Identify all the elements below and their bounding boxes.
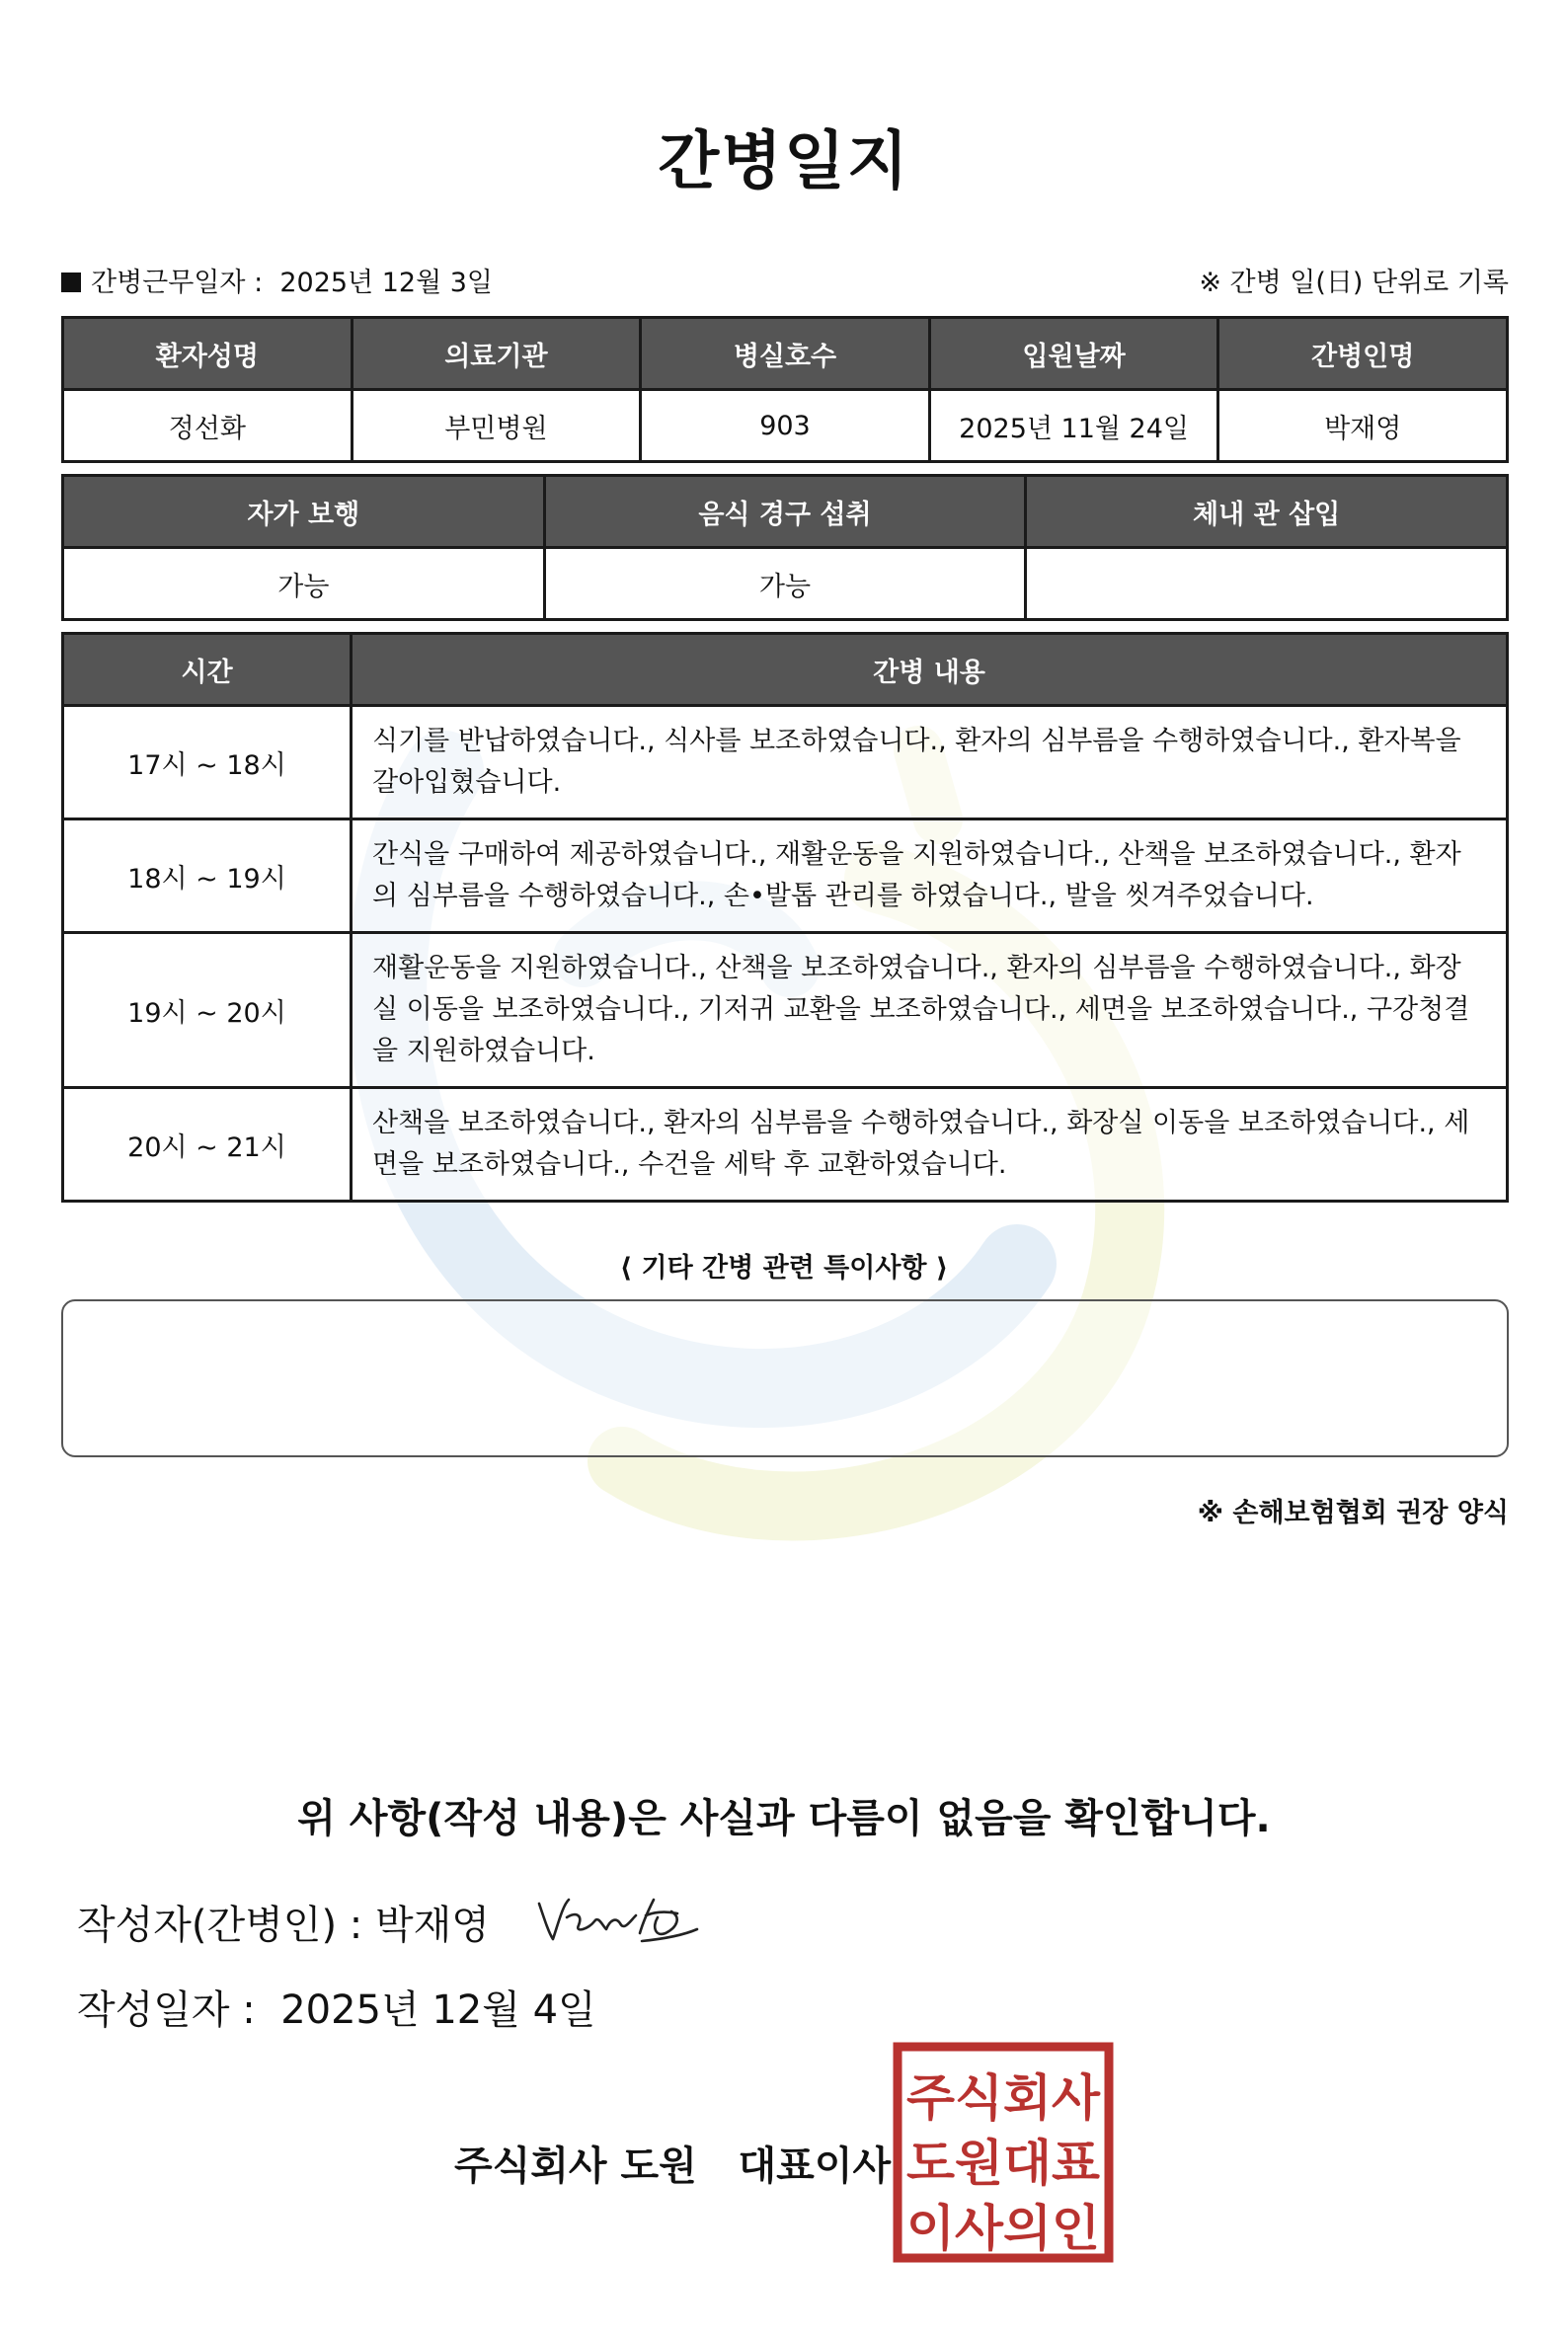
confirmation-statement: 위 사항(작성 내용)은 사실과 다름이 없음을 확인합니다. [297, 1796, 1271, 1841]
admission-date: 2025년 11월 24일 [929, 390, 1218, 462]
care-time: 20시 ~ 21시 [63, 1088, 352, 1202]
unit-note: ※ 간병 일(日) 단위로 기록 [1199, 268, 1509, 298]
header-admission-date: 입원날짜 [929, 318, 1218, 390]
svg-text:이사의인: 이사의인 [906, 2200, 1100, 2257]
header-self-walking: 자가 보행 [63, 476, 545, 548]
work-date [61, 261, 493, 299]
patient-header-row [63, 318, 1508, 390]
header-room-number: 병실호수 [641, 318, 930, 390]
patient-name: 정선화 [63, 390, 353, 462]
company-seal-stamp [893, 2042, 1114, 2263]
table-row [63, 1088, 1508, 1202]
header-institution: 의료기관 [352, 318, 641, 390]
patient-status-table [61, 474, 1509, 621]
company-representative: 주식회사 도원 대표이사 [454, 2143, 892, 2189]
care-log-table [61, 632, 1509, 1203]
care-content: 식기를 반납하였습니다., 식사를 보조하였습니다., 환자의 심부름을 수행하였습니다., 환자복을 갈아입혔습니다. [352, 706, 1508, 819]
notes-box [61, 1299, 1509, 1457]
work-date-label: 간병근무일자 : [91, 268, 264, 298]
care-content: 간식을 구매하여 제공하였습니다., 재활운동을 지원하였습니다., 산책을 보조하였습니다., 환자의 심부름을 수행하였습니다., 손•발톱 관리를 하였습니다., 발을 씻겨주었습니다. [352, 819, 1508, 933]
svg-text:도원대표: 도원대표 [906, 2135, 1101, 2192]
table-row [63, 933, 1508, 1088]
written-date-value: 2025년 12월 4일 [280, 1987, 596, 2033]
header-patient-name: 환자성명 [63, 318, 353, 390]
header-time: 시간 [63, 634, 352, 706]
svg-text:주식회사: 주식회사 [906, 2069, 1101, 2127]
square-bullet-icon [61, 273, 81, 292]
caregiver-name: 박재영 [1218, 390, 1508, 462]
care-content: 산책을 보조하였습니다., 환자의 심부름을 수행하였습니다., 화장실 이동을 보조하였습니다., 세면을 보조하였습니다., 수건을 세탁 후 교환하였습니다. [352, 1088, 1508, 1202]
written-date-label: 작성일자 : [77, 1987, 256, 2033]
self-walking: 가능 [63, 548, 545, 620]
notes-caption: ⟨ 기타 간병 관련 특이사항 ⟩ [619, 1253, 949, 1284]
written-date [77, 1979, 596, 2035]
header-care-content: 간병 내용 [352, 634, 1508, 706]
oral-intake: 가능 [544, 548, 1026, 620]
author-label: 작성자(간병인) : [77, 1903, 363, 1948]
institution: 부민병원 [352, 390, 641, 462]
patient-info-table [61, 316, 1509, 463]
status-header-row [63, 476, 1508, 548]
care-content: 재활운동을 지원하였습니다., 산책을 보조하였습니다., 환자의 심부름을 수행하였습니다., 화장실 이동을 보조하였습니다., 기저귀 교환을 보조하였습니다., 세면을 보조하였습니다., 구강청결을 지원하였습니다. [352, 933, 1508, 1088]
header-caregiver-name: 간병인명 [1218, 318, 1508, 390]
header-tube-insertion: 체내 관 삽입 [1026, 476, 1508, 548]
room-number: 903 [641, 390, 930, 462]
form-note: ※ 손해보험협회 권장 양식 [1197, 1498, 1509, 1528]
care-time: 18시 ~ 19시 [63, 819, 352, 933]
tube-insertion [1026, 548, 1508, 620]
care-time: 19시 ~ 20시 [63, 933, 352, 1088]
header-oral-intake: 음식 경구 섭취 [544, 476, 1026, 548]
status-value-row [63, 548, 1508, 620]
author-name: 박재영 [375, 1903, 490, 1948]
table-row [63, 819, 1508, 933]
page-title: 간병일지 [658, 125, 910, 198]
table-row [63, 706, 1508, 819]
care-header-row [63, 634, 1508, 706]
care-time: 17시 ~ 18시 [63, 706, 352, 819]
signature-image [533, 1882, 701, 1951]
work-date-value: 2025년 12월 3일 [279, 268, 494, 298]
patient-value-row [63, 390, 1508, 462]
